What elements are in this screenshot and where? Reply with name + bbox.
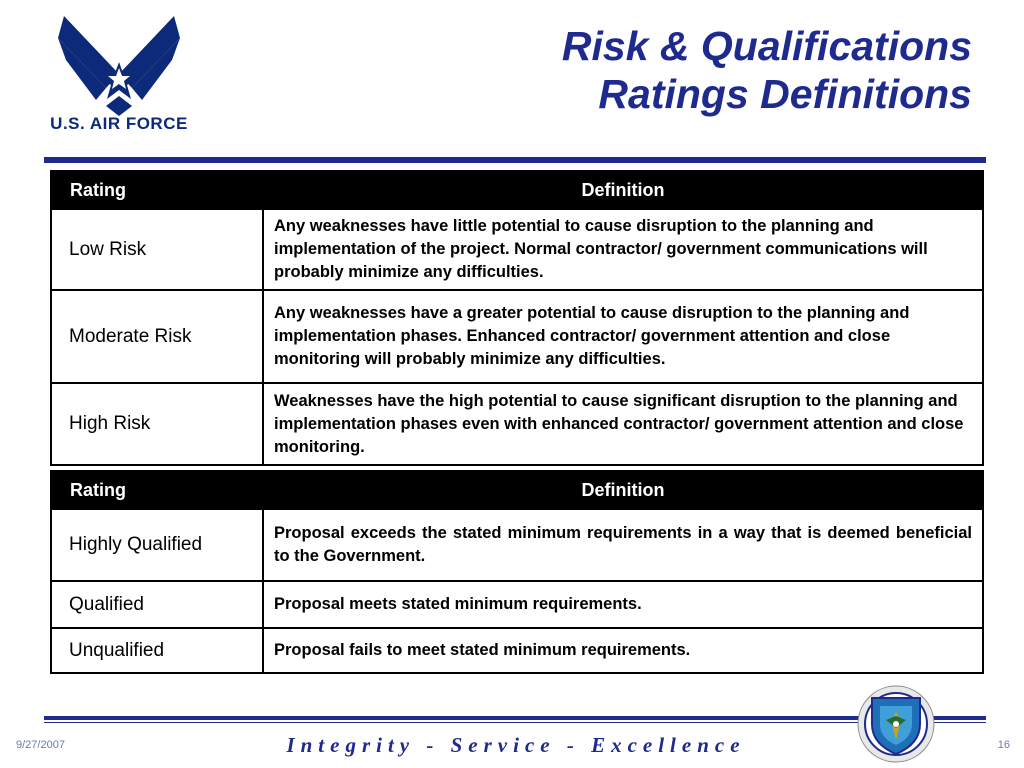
rating-cell: High Risk — [51, 383, 263, 465]
column-header-rating: Rating — [51, 471, 263, 509]
title-line-1: Risk & Qualifications — [561, 23, 972, 69]
definition-cell: Proposal meets stated minimum requirements. — [263, 581, 983, 628]
footer-divider — [44, 716, 986, 720]
rating-cell: Qualified — [51, 581, 263, 628]
footer-date: 9/27/2007 — [16, 739, 65, 751]
rating-cell: Moderate Risk — [51, 290, 263, 383]
page-number: 16 — [997, 739, 1010, 751]
table-header-row — [51, 171, 983, 209]
table-row — [51, 509, 983, 581]
air-force-logo-text: U.S. AIR FORCE — [50, 114, 188, 133]
header-divider — [44, 157, 986, 163]
column-header-rating: Rating — [51, 171, 263, 209]
rating-cell: Highly Qualified — [51, 509, 263, 581]
page-title — [562, 22, 972, 118]
definition-cell: Weaknesses have the high potential to cause significant disruption to the planning and implementation phases even with enhanced contractor/ government attention and close monitoring. — [263, 383, 983, 465]
command-seal-emblem — [856, 684, 936, 764]
definition-cell: Proposal exceeds the stated minimum requirements in a way that is deemed beneficial to the Government. — [263, 509, 983, 581]
title-line-2: Ratings Definitions — [598, 71, 972, 117]
table-row — [51, 209, 983, 290]
definition-cell: Any weaknesses have a greater potential to cause disruption to the planning and implementation phases. Enhanced contractor/ government attention and close monitoring will probably minimize any difficulties. — [263, 290, 983, 383]
table-row — [51, 383, 983, 465]
table-row — [51, 628, 983, 673]
table-row — [51, 581, 983, 628]
column-header-definition: Definition — [263, 171, 983, 209]
rating-cell: Unqualified — [51, 628, 263, 673]
footer-divider-thin — [44, 722, 986, 723]
column-header-definition: Definition — [263, 471, 983, 509]
definition-cell: Any weaknesses have little potential to cause disruption to the planning and implementation of the project. Normal contractor/ government communications will probably minimize any difficulties. — [263, 209, 983, 290]
qualification-ratings-table — [50, 470, 984, 674]
definition-cell: Proposal fails to meet stated minimum requirements. — [263, 628, 983, 673]
risk-ratings-table — [50, 170, 984, 466]
rating-cell: Low Risk — [51, 209, 263, 290]
table-header-row — [51, 471, 983, 509]
footer-motto: Integrity - Service - Excellence — [286, 733, 746, 757]
table-row — [51, 290, 983, 383]
